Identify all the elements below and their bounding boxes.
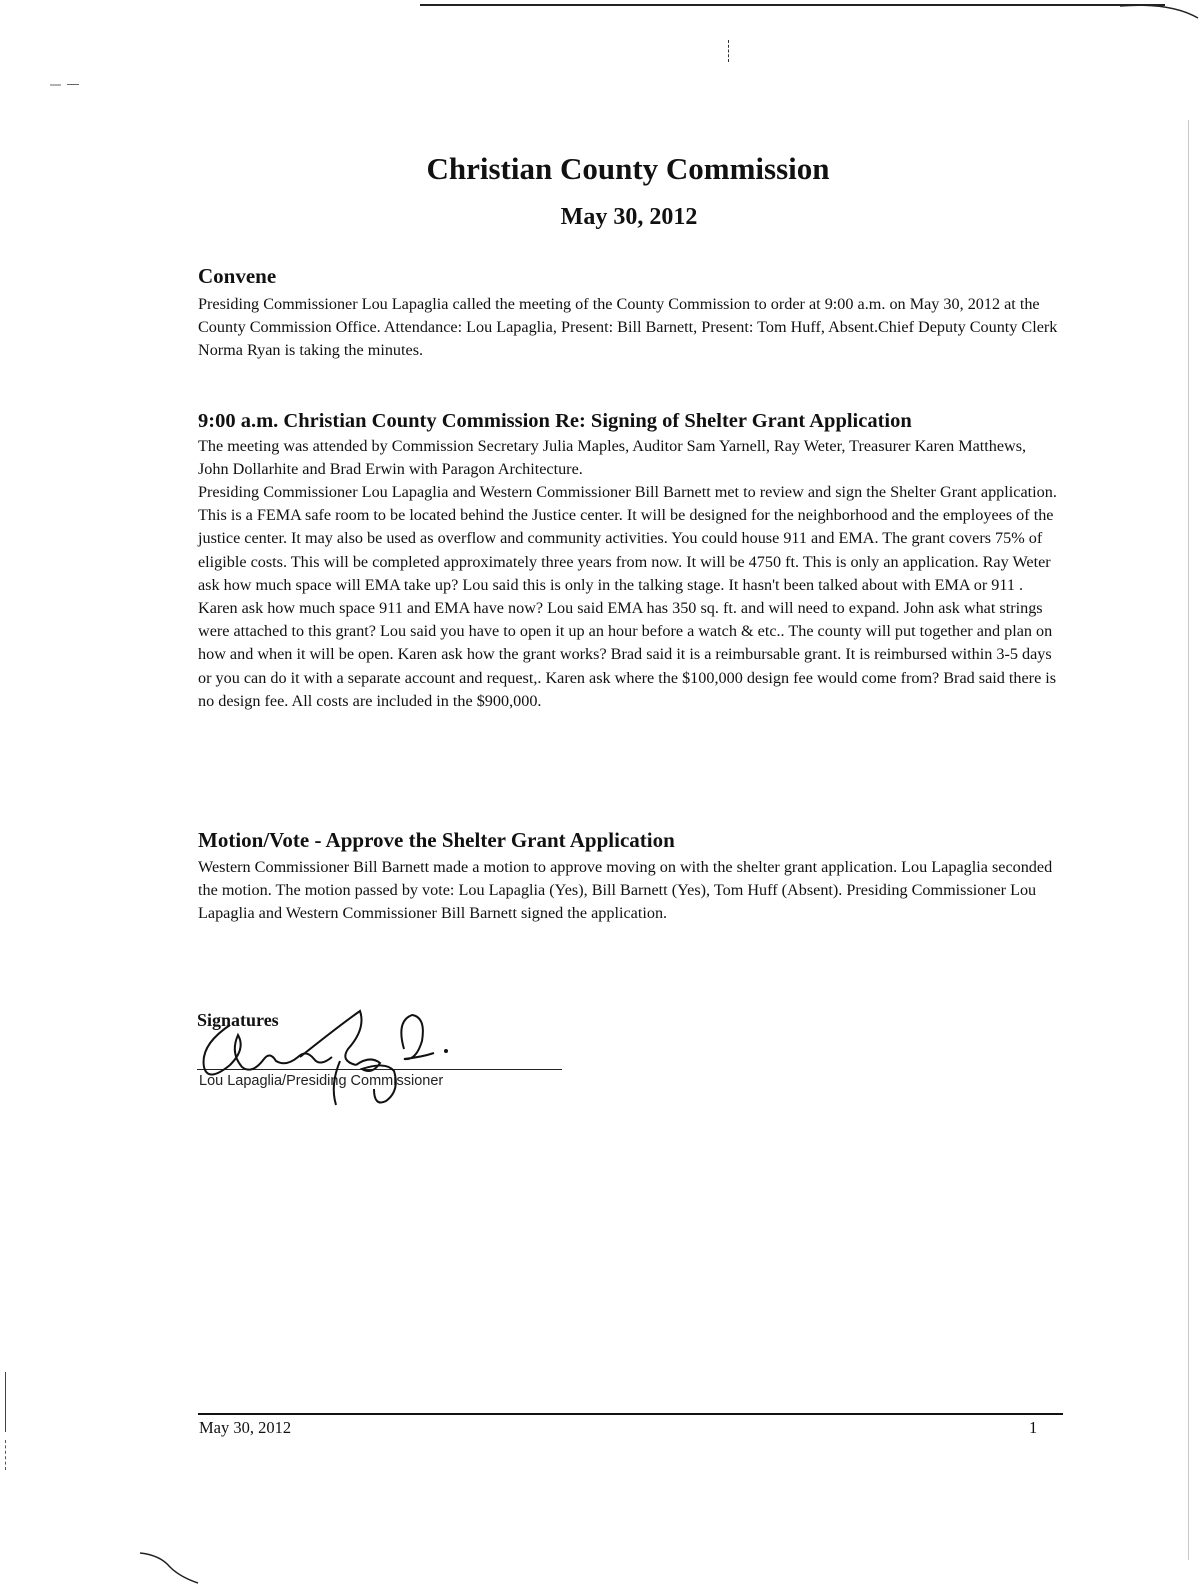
scan-tick-mark — [728, 40, 730, 62]
motion-paragraph: Western Commissioner Bill Barnett made a motion to approve moving on with the shelter grant application. Lou Lapaglia seconded the motion. The motion passed by vote: Lou Lapaglia (Yes), Bill Barnett (Yes), Tom Huff (Absent). Presiding Commissioner Lou Lapaglia and Western Commissioner Bill Barnett signed the application. — [198, 858, 1053, 923]
signer-caption: Lou Lapaglia/Presiding Commissioner — [199, 1073, 444, 1089]
scan-left-mark — [5, 1440, 7, 1470]
document-date: May 30, 2012 — [560, 204, 698, 230]
handwritten-signature — [190, 1005, 480, 1115]
scan-corner-mark — [140, 1545, 200, 1585]
section-heading-shelter-grant: 9:00 a.m. Christian County Commission Re: Signing of Shelter Grant Application — [198, 410, 912, 432]
scan-dash-mark — [35, 84, 95, 86]
attendance-paragraph: The meeting was attended by Commission Secretary Julia Maples, Auditor Sam Yarnell, Ray Weter, Treasurer Karen Matthews, John Dollarhite and Brad Erwin with Paragon Architecture. — [198, 437, 1027, 479]
page-number: 1 — [1029, 1418, 1038, 1437]
convene-paragraph: Presiding Commissioner Lou Lapaglia called the meeting of the County Commission to order at 9:00 a.m. on May 30, 2012 at the County Commission Office. Attendance: Lou Lapaglia, Present: Bill Barnett, Present: Tom Huff, Absent.Chief Deputy County Clerk Norma Ryan is taking the minutes. — [198, 295, 1058, 360]
scan-left-mark — [5, 1372, 7, 1432]
scan-edge-line — [420, 4, 1165, 6]
signatures-heading: Signatures — [197, 1010, 279, 1030]
section-heading-motion-vote: Motion/Vote - Approve the Shelter Grant Application — [198, 828, 675, 852]
scan-corner-mark — [1120, 0, 1200, 20]
discussion-paragraph: Presiding Commissioner Lou Lapaglia and Western Commissioner Bill Barnett met to review and sign the Shelter Grant application. This is a FEMA safe room to be located behind the Justice center. It will be designed for the neighborhood and the employees of the justice center. It may also be used as overflow and community activities. You could house 911 and EMA. The grant covers 75% of eligible costs. This will be completed approximately three years from now. It will be 4750 ft. This is only an application. Ray Weter ask how much space will EMA take up? Lou said this is only in the talking stage. It hasn't been talked about with EMA or 911 . Karen ask how much space 911 and EMA have now? Lou said EMA has 350 sq. ft. and will need to expand. John ask what strings were attached to this grant? Lou said you have to open it up an hour before a watch & etc.. The county will put together and plan on how and when it will be open. Karen ask how the grant works? Brad said it is a reimbursable grant. It is reimbursed within 3-5 days or you can do it with a separate account and request,. Karen ask where the $100,000 design fee would come from? Brad said there is no design fee. All costs are included in the $900,000. — [198, 483, 1057, 710]
scan-edge-line — [1188, 120, 1190, 1560]
footer-date: May 30, 2012 — [199, 1418, 292, 1437]
footer-rule — [198, 1413, 1063, 1415]
document-title: Christian County Commission — [426, 151, 830, 186]
section-heading-convene: Convene — [198, 264, 277, 288]
